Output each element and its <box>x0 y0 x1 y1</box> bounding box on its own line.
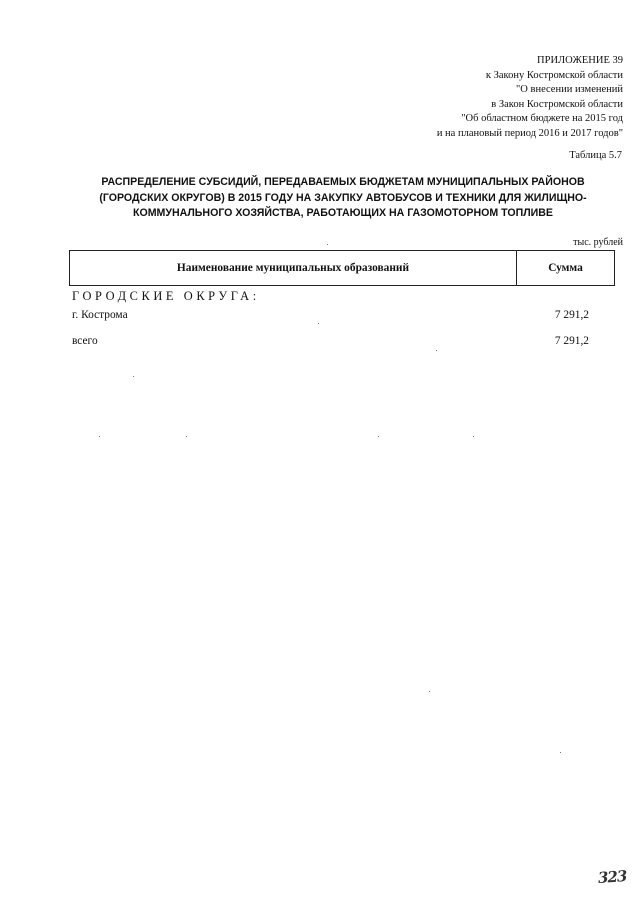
appendix-line: ПРИЛОЖЕНИЕ 39 <box>537 55 623 66</box>
title-line: (ГОРОДСКИХ ОКРУГОВ) В 2015 ГОДУ НА ЗАКУПКУ АВТОБУСОВ И ТЕХНИКИ ДЛЯ ЖИЛИЩНО- <box>99 191 587 204</box>
row-name: всего <box>72 335 98 347</box>
scan-speck <box>99 436 100 437</box>
scan-speck <box>436 350 437 351</box>
table-header <box>69 250 615 286</box>
page-number: 323 <box>597 867 627 887</box>
scan-speck <box>473 436 474 437</box>
scan-speck <box>327 244 328 245</box>
document-title <box>70 175 616 222</box>
table-label: Таблица 5.7 <box>569 150 622 161</box>
title-line: РАСПРЕДЕЛЕНИЕ СУБСИДИЙ, ПЕРЕДАВАЕМЫХ БЮДЖЕТАМ МУНИЦИПАЛЬНЫХ РАЙОНОВ <box>101 176 585 188</box>
appendix-line: к Закону Костромской области <box>485 69 623 81</box>
section-heading: ГОРОДСКИЕ ОКРУГА: <box>72 289 260 303</box>
scan-speck <box>429 691 430 692</box>
scan-speck <box>133 376 134 377</box>
appendix-line: "О внесении изменений <box>516 84 623 96</box>
row-amount: 7 291,2 <box>554 309 589 321</box>
table-row <box>72 335 589 347</box>
scan-speck <box>378 436 379 437</box>
appendix-line: в Закон Костромской области <box>491 98 623 110</box>
scan-speck <box>186 436 187 437</box>
column-header-name: Наименование муниципальных образований <box>70 251 517 285</box>
scan-speck <box>318 323 319 324</box>
scan-speck <box>560 752 561 753</box>
table-row <box>72 309 589 321</box>
row-name: г. Кострома <box>72 309 128 321</box>
row-amount: 7 291,2 <box>554 335 589 347</box>
appendix-block <box>303 54 623 142</box>
units-label: тыс. рублей <box>573 237 623 248</box>
appendix-line: "Об областном бюджете на 2015 год <box>461 113 623 125</box>
title-line: КОММУНАЛЬНОГО ХОЗЯЙСТВА, РАБОТАЮЩИХ НА ГАЗОМОТОРНОМ ТОПЛИВЕ <box>133 207 553 220</box>
column-header-amount: Сумма <box>548 262 583 274</box>
appendix-line: и на плановый период 2016 и 2017 годов" <box>436 127 623 139</box>
